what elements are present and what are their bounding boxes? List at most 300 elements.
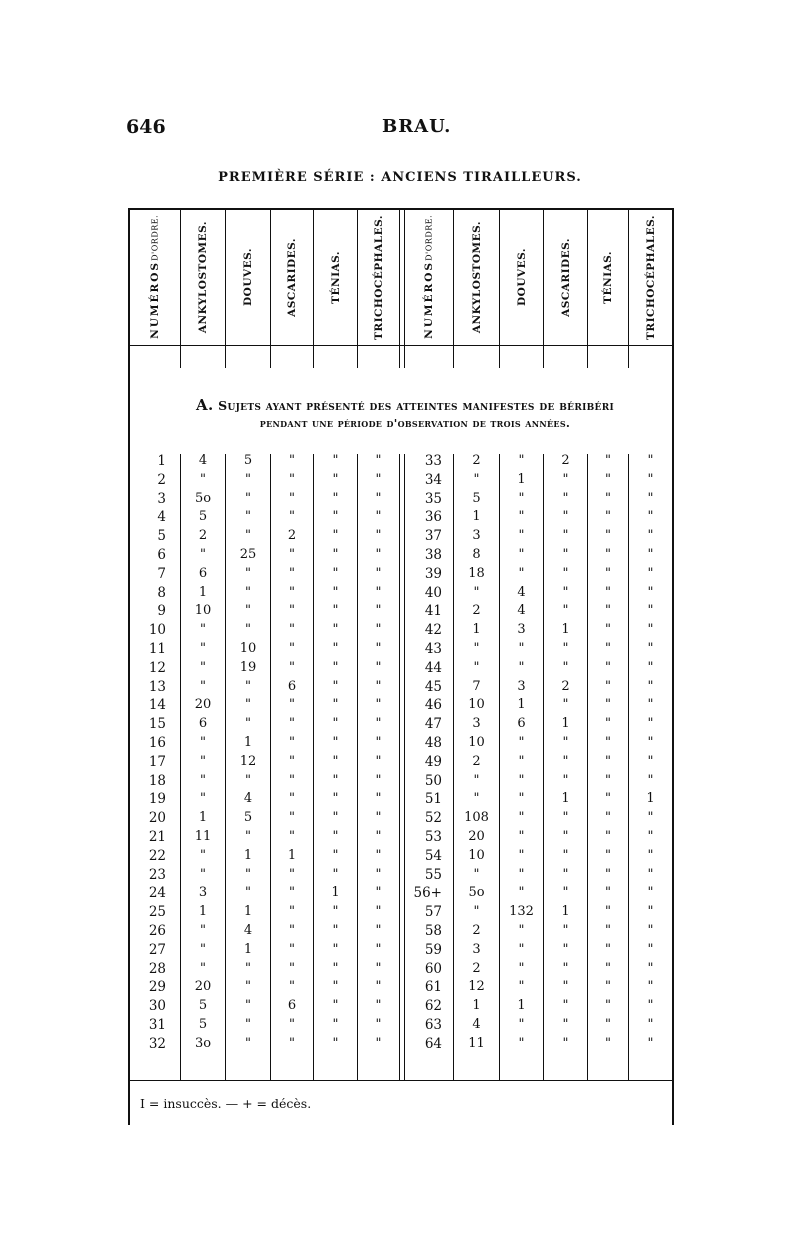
count-cell-ten: " [332,697,339,713]
count-cell-ten: " [605,584,611,600]
count-cell-dou: " [245,885,251,901]
count-cell-asc: " [289,829,295,844]
row-number: 50 [424,772,442,789]
count-cell-asc: " [562,565,569,581]
count-cell-ank: 10 [468,697,485,713]
count-cell-asc: " [562,810,569,826]
count-cell-asc: " [562,1035,569,1051]
count-cell-asc: " [562,753,569,769]
count-cell-ank: " [473,641,480,656]
row-number: 39 [424,565,442,582]
count-cell-tri: " [647,998,654,1014]
header-label: ANKYLOSTOMES. [470,220,483,334]
count-cell-dou: " [245,678,251,694]
count-cell-ten: " [605,866,611,882]
row-number: 47 [424,716,442,733]
count-cell-asc: " [562,979,569,995]
count-cell-ten: " [605,659,611,675]
row-number: 52 [424,810,442,827]
row-number: 25 [148,904,166,921]
count-cell-ten: " [332,471,339,487]
header-trichocephales-left [358,210,399,344]
count-cell-asc: 2 [561,453,570,468]
count-cell-tri: " [647,1035,654,1051]
count-cell-ten: " [332,584,339,600]
row-number: 53 [424,829,442,845]
count-cell-tri: " [647,810,654,826]
count-cell-ten: " [605,490,611,506]
header-label: TRICHOCÉPHALES. [644,214,657,340]
count-cell-asc: " [562,847,569,863]
count-cell-ten: " [332,565,339,581]
table-row [128,508,674,527]
count-cell-asc: " [562,547,569,562]
count-cell-tri: " [647,885,654,901]
table-bottom-rule [128,1080,674,1081]
count-cell-ten: " [332,904,339,920]
count-cell-tri: " [375,453,382,468]
count-cell-tri: " [375,829,382,844]
count-cell-ank: " [200,753,206,769]
row-number: 23 [148,866,166,883]
count-cell-asc: " [289,565,295,581]
count-cell-ank: 1 [472,509,481,525]
count-cell-ten: " [605,885,611,901]
double-separator [399,346,405,368]
count-cell-dou: " [518,847,525,863]
table-row [128,997,674,1016]
table-row [128,978,674,997]
table-row [128,621,674,640]
count-cell-tri: " [375,791,382,807]
count-cell-ank: 18 [468,565,485,581]
count-cell-asc: " [562,923,569,938]
count-cell-ten: " [605,453,611,468]
count-cell-dou: " [245,565,251,581]
count-cell-asc: 1 [561,622,570,638]
table-row [128,903,674,922]
count-cell-ank: 6 [198,565,208,581]
count-cell-dou: " [245,960,251,976]
header-label: DOUVES. [242,248,254,306]
count-cell-dou: " [518,791,525,807]
count-cell-ank: 11 [468,1035,485,1051]
count-cell-ank: 4 [198,453,208,468]
count-cell-ten: " [605,998,611,1014]
count-cell-ank: 1 [472,998,481,1014]
count-cell-dou: 4 [517,584,526,600]
count-cell-dou: " [518,528,525,544]
row-number: 12 [148,659,166,676]
count-cell-asc: " [562,772,569,788]
row-number: 11 [148,641,166,657]
count-cell-ank: 2 [472,453,481,468]
col-separator [543,346,544,368]
count-cell-asc: " [562,509,569,525]
count-cell-ten: " [332,509,339,525]
count-cell-ten: " [605,1017,611,1032]
count-cell-ank: " [200,847,206,863]
count-cell-tri: " [375,678,382,694]
row-number: 37 [424,528,442,545]
count-cell-ten: " [332,716,339,732]
count-cell-ank: " [473,791,480,807]
count-cell-ank: 2 [472,923,481,938]
count-cell-tri: " [375,528,382,544]
count-cell-tri: " [647,509,654,525]
count-cell-dou: 12 [239,753,257,769]
count-cell-tri: " [647,941,654,957]
count-cell-ten: " [605,791,611,807]
count-cell-asc: " [289,753,295,769]
row-number: 58 [424,923,442,939]
count-cell-ank: " [200,735,206,750]
count-cell-asc: " [562,960,569,976]
count-cell-ank: 1 [198,584,208,600]
row-number: 33 [424,453,442,469]
count-cell-tri: " [375,471,382,487]
count-cell-ank: 10 [194,603,212,619]
count-cell-asc: " [289,923,295,938]
count-cell-ten: " [605,678,611,694]
count-cell-tri: " [375,584,382,600]
count-cell-asc: " [289,603,295,619]
count-cell-ten: " [605,471,611,487]
row-number: 45 [424,678,442,695]
row-number: 40 [424,584,442,601]
row-number: 31 [148,1017,166,1033]
row-number: 49 [424,753,442,770]
row-number: 20 [148,810,166,827]
count-cell-asc: " [289,866,295,882]
count-cell-tri: " [375,1035,382,1051]
count-cell-asc: " [562,866,569,882]
count-cell-dou: 1 [517,697,526,713]
section-title [150,396,660,414]
table-row [128,452,674,471]
count-cell-dou: " [518,659,525,675]
col-separator [270,346,271,368]
row-number: 6 [157,547,166,563]
count-cell-ten: " [332,735,339,750]
count-cell-ank: " [200,659,206,675]
count-cell-asc: " [289,490,295,506]
count-cell-ten: " [332,603,339,619]
count-cell-ank: 4 [472,1017,481,1032]
count-cell-dou: 4 [243,791,253,807]
count-cell-asc: 1 [287,847,297,863]
count-cell-tri: " [375,847,382,863]
count-cell-tri: " [375,659,382,675]
row-number: 62 [424,998,442,1015]
count-cell-dou: " [518,772,525,788]
count-cell-tri: " [375,490,382,506]
header-tenias-right [588,210,628,344]
count-cell-ank: 8 [472,547,481,562]
row-number: 28 [148,960,166,977]
count-cell-asc: " [289,471,295,487]
row-number: 24 [148,885,166,902]
count-cell-tri: " [375,810,382,826]
row-number: 14 [148,697,166,714]
count-cell-ten: " [605,979,611,995]
count-cell-ten: " [332,791,339,807]
count-cell-ank: 11 [194,829,212,844]
count-cell-tri: " [647,622,654,638]
count-cell-dou: " [518,979,525,995]
count-cell-asc: 2 [561,678,570,694]
count-cell-dou: 1 [243,904,253,920]
page-number: 646 [126,116,166,138]
row-number: 38 [424,547,442,563]
count-cell-asc: " [289,772,295,788]
table-row [128,640,674,659]
count-cell-tri: " [647,565,654,581]
count-cell-tri: " [375,547,382,562]
row-number: 4 [157,509,166,526]
count-cell-dou: " [245,979,251,995]
count-cell-dou: " [245,622,251,638]
count-cell-asc: 1 [561,904,570,920]
count-cell-asc: " [562,641,569,656]
count-cell-ten: " [605,622,611,638]
row-number: 9 [157,603,166,620]
col-separator [180,346,181,368]
row-number: 63 [424,1017,442,1033]
count-cell-ank: " [200,772,206,788]
count-cell-ten: " [605,641,611,656]
row-number: 41 [424,603,442,620]
table-row [128,941,674,960]
table-row [128,828,674,847]
count-cell-ank: 3 [472,941,481,957]
count-cell-dou: 1 [243,735,253,750]
count-cell-tri: " [375,904,382,920]
count-cell-dou: " [518,1035,525,1051]
count-cell-ank: 12 [468,979,485,995]
count-cell-dou: " [245,716,251,732]
count-cell-ank: 7 [472,678,481,694]
count-cell-asc: " [562,941,569,957]
count-cell-ank: 3 [472,528,481,544]
count-cell-ten: " [332,753,339,769]
count-cell-ank: " [200,622,206,638]
count-cell-ten: " [332,453,339,468]
header-label: ASCARIDES. [559,237,572,317]
count-cell-ank: 5 [198,1017,208,1032]
count-cell-ten: " [332,490,339,506]
count-cell-tri: " [647,753,654,769]
count-cell-tri: " [647,547,654,562]
table-row [128,922,674,941]
count-cell-ank: " [200,547,206,562]
count-cell-ten: " [605,735,611,750]
table-row [128,734,674,753]
count-cell-dou: 10 [239,641,257,656]
row-number: 13 [148,678,166,695]
count-cell-ten: " [605,923,611,938]
col-separator [587,346,588,368]
header-dordre: D'ORDRE. [424,215,433,262]
count-cell-tri: " [375,565,382,581]
header-label: ANKYLOSTOMES. [197,220,209,334]
header-ankylostomes-right [454,210,499,344]
count-cell-asc: " [289,1035,295,1051]
count-cell-tri: " [647,735,654,750]
row-number: 26 [148,923,166,939]
row-number: 51 [424,791,442,808]
count-cell-asc: " [562,490,569,506]
count-cell-dou: 1 [517,998,526,1014]
row-number: 35 [424,490,442,507]
count-cell-ten: " [332,941,339,957]
count-cell-tri: " [647,641,654,656]
count-cell-ank: 20 [194,697,212,713]
header-ankylostomes-left [181,210,225,344]
count-cell-ank: 2 [472,753,481,769]
count-cell-dou: 4 [517,603,526,619]
count-cell-dou: " [245,998,251,1014]
count-cell-asc: " [289,716,295,732]
header-ascarides-right [544,210,587,344]
count-cell-ank: 1 [198,904,208,920]
count-cell-tri: " [647,603,654,619]
row-number: 32 [148,1035,166,1052]
count-cell-dou: " [518,960,525,976]
count-cell-tri: " [647,716,654,732]
count-cell-dou: 3 [517,622,526,638]
count-cell-tri: " [647,659,654,675]
count-cell-tri: " [647,904,654,920]
count-cell-ten: " [605,547,611,562]
count-cell-dou: " [518,547,525,562]
count-cell-ank: " [200,471,206,487]
count-cell-ten: 1 [331,885,340,901]
count-cell-ten: " [332,810,339,826]
count-cell-ank: " [473,471,480,487]
count-cell-ank: 108 [464,810,489,826]
header-label: ASCARIDES. [286,237,298,317]
count-cell-dou: 5 [243,453,253,468]
row-number: 1 [157,453,166,469]
count-cell-asc: 1 [561,716,570,732]
count-cell-ank: " [200,678,206,694]
table-row [128,866,674,885]
count-cell-dou: " [518,923,525,938]
count-cell-ten: " [332,528,339,544]
count-cell-tri: " [375,979,382,995]
count-cell-asc: " [289,979,295,995]
count-cell-ten: " [605,565,611,581]
count-cell-dou: 3 [517,678,526,694]
count-cell-asc: " [289,641,295,656]
count-cell-ank: " [200,641,206,656]
count-cell-asc: " [562,885,569,901]
count-cell-ten: " [332,1035,339,1051]
count-cell-dou: " [518,941,525,957]
count-cell-ten: " [605,528,611,544]
count-cell-dou: " [245,866,251,882]
count-cell-dou: " [518,753,525,769]
count-cell-asc: " [289,697,295,713]
col-separator [453,346,454,368]
count-cell-dou: " [245,1035,251,1051]
count-cell-tri: " [647,471,654,487]
table-row [128,772,674,791]
table-row [128,471,674,490]
count-cell-ten: " [332,659,339,675]
count-cell-tri: " [647,528,654,544]
count-cell-asc: " [289,584,295,600]
count-cell-dou: " [518,829,525,844]
count-cell-asc: " [562,998,569,1014]
count-cell-tri: " [647,453,654,468]
count-cell-asc: " [562,659,569,675]
count-cell-dou: 25 [239,547,257,562]
count-cell-tri: " [647,923,654,938]
count-cell-ten: " [605,829,611,844]
table-row [128,884,674,903]
count-cell-tri: " [647,866,654,882]
count-cell-asc: " [562,829,569,844]
count-cell-ten: " [332,829,339,844]
count-cell-ten: " [605,603,611,619]
count-cell-tri: 1 [646,791,655,807]
count-cell-asc: " [289,622,295,638]
count-cell-dou: " [245,509,251,525]
count-cell-ank: " [200,923,206,938]
count-cell-ten: " [332,678,339,694]
count-cell-asc: " [289,791,295,807]
row-number: 29 [148,979,166,996]
footnote: I = insuccès. — + = décès. [140,1096,312,1111]
row-number: 22 [148,847,166,864]
count-cell-tri: " [375,509,382,525]
count-cell-tri: " [375,885,382,901]
count-cell-asc: " [289,810,295,826]
count-cell-asc: 1 [561,791,570,807]
header-numeros-left [130,210,180,344]
col-separator [225,346,226,368]
col-separator [357,346,358,368]
count-cell-tri: " [375,923,382,938]
count-cell-dou: " [518,453,525,468]
count-cell-ten: " [605,941,611,957]
count-cell-dou: 132 [509,904,534,920]
count-cell-ten: " [605,697,611,713]
count-cell-tri: " [375,866,382,882]
table-row [128,1016,674,1035]
count-cell-asc: " [289,960,295,976]
table-row [128,847,674,866]
count-cell-ank: 2 [198,528,208,544]
row-number: 2 [157,471,166,488]
count-cell-dou: " [518,866,525,882]
count-cell-ank: 5o [468,885,485,901]
count-cell-asc: " [562,1017,569,1032]
count-cell-tri: " [647,979,654,995]
count-cell-ank: 3o [194,1035,212,1051]
count-cell-ank: 3 [472,716,481,732]
row-number: 15 [148,716,166,733]
count-cell-tri: " [375,960,382,976]
header-label: TRICHOCÉPHALES. [372,214,385,340]
row-number: 57 [424,904,442,921]
table-row [128,696,674,715]
row-number: 34 [424,471,442,488]
count-cell-ank: 6 [198,716,208,732]
count-cell-dou: " [245,697,251,713]
